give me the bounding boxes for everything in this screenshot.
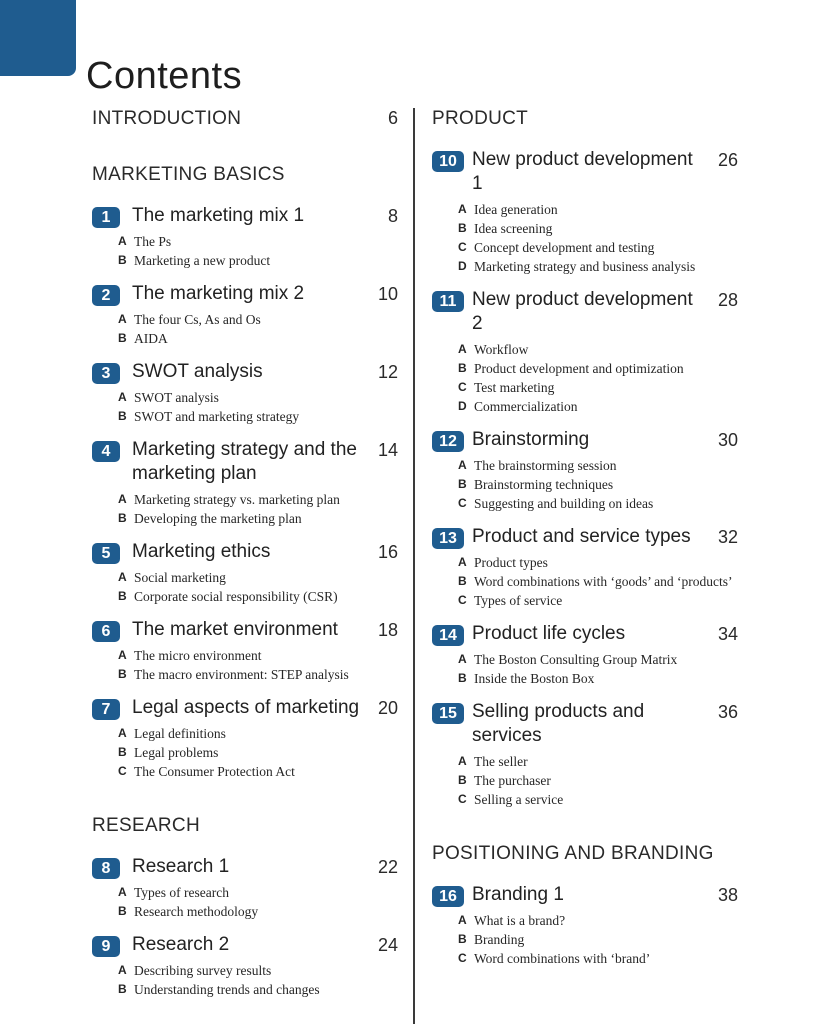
subsection-list <box>118 961 398 999</box>
column-divider <box>413 108 415 1024</box>
section-heading[interactable] <box>432 108 738 130</box>
unit-gap <box>92 270 398 282</box>
page-number: 22 <box>377 857 398 877</box>
left-sections <box>92 164 398 999</box>
subsection-letter: A <box>118 390 127 404</box>
subsection-item[interactable] <box>118 407 398 426</box>
unit-number-badge: 12 <box>432 431 464 452</box>
section-gap <box>92 781 398 815</box>
contents-left-column <box>92 108 398 999</box>
unit-gap <box>432 688 738 700</box>
subsection-list <box>118 568 398 606</box>
unit-number-badge: 9 <box>92 936 120 957</box>
subsection-item[interactable] <box>458 238 738 257</box>
section-gap <box>432 130 738 148</box>
unit-title[interactable]: Research 2 <box>132 934 230 955</box>
subsection-letter: C <box>458 496 467 510</box>
subsection-title: Idea screening <box>474 221 553 236</box>
subsection-letter: A <box>458 652 467 666</box>
subsection-letter: B <box>118 667 127 681</box>
unit-number-badge: 3 <box>92 363 120 384</box>
section-heading[interactable] <box>92 164 398 186</box>
section-introduction[interactable] <box>92 108 398 130</box>
section-title: MARKETING BASICS <box>92 164 285 185</box>
subsection-letter: A <box>458 458 467 472</box>
subsection-title: Marketing a new product <box>134 253 271 268</box>
section-gap <box>92 837 398 855</box>
unit-3-entry[interactable] <box>92 360 398 384</box>
subsection-item[interactable] <box>118 568 398 587</box>
unit-number-badge: 7 <box>92 699 120 720</box>
subsection-letter: B <box>118 511 127 525</box>
subsection-item[interactable] <box>458 669 738 688</box>
subsection-letter: B <box>458 773 467 787</box>
page-number: 16 <box>377 542 398 562</box>
unit-gap <box>432 610 738 622</box>
page-number: 10 <box>377 284 398 304</box>
subsection-title: The Ps <box>134 234 172 249</box>
subsection-item[interactable] <box>458 930 738 949</box>
unit-title[interactable]: Marketing ethics <box>132 541 271 562</box>
subsection-letter: B <box>118 409 127 423</box>
subsection-item[interactable] <box>458 591 738 610</box>
subsection-item[interactable] <box>118 646 398 665</box>
subsection-title: Word combinations with ‘goods’ and ‘products’ <box>474 574 733 589</box>
unit-gap <box>92 426 398 438</box>
subsection-title: Inside the Boston Box <box>474 671 595 686</box>
page-title: Contents <box>86 55 243 98</box>
subsection-item[interactable] <box>118 743 398 762</box>
unit-15-entry[interactable] <box>432 700 738 748</box>
subsection-title: The seller <box>474 754 528 769</box>
subsection-title: The four Cs, As and Os <box>134 312 261 327</box>
unit-5-entry[interactable] <box>92 540 398 564</box>
unit-number-badge: 13 <box>432 528 464 549</box>
unit-number-badge: 14 <box>432 625 464 646</box>
subsection-letter: A <box>118 726 127 740</box>
subsection-letter: B <box>458 477 467 491</box>
unit-11-entry[interactable] <box>432 288 738 336</box>
subsection-letter: B <box>458 361 467 375</box>
subsection-title: Marketing strategy and business analysis <box>474 259 696 274</box>
unit-16-entry[interactable] <box>432 883 738 907</box>
subsection-title: Word combinations with ‘brand’ <box>474 951 651 966</box>
subsection-letter: A <box>118 312 127 326</box>
subsection-letter: A <box>118 492 127 506</box>
unit-title[interactable]: Branding 1 <box>472 884 564 905</box>
subsection-list <box>118 490 398 528</box>
unit-13-entry[interactable] <box>432 525 738 549</box>
subsection-item[interactable] <box>458 340 738 359</box>
unit-2-entry[interactable] <box>92 282 398 306</box>
subsection-title: The micro environment <box>134 648 262 663</box>
subsection-item[interactable] <box>458 397 738 416</box>
page-number: 36 <box>717 702 738 722</box>
section-title: POSITIONING AND BRANDING <box>432 843 714 864</box>
subsection-title: Research methodology <box>134 904 259 919</box>
subsection-item[interactable] <box>458 219 738 238</box>
subsection-item[interactable] <box>458 771 738 790</box>
subsection-item[interactable] <box>458 257 738 276</box>
unit-title[interactable]: Product life cycles <box>472 623 626 644</box>
page-number: 34 <box>717 624 738 644</box>
subsection-title: Idea generation <box>474 202 558 217</box>
subsection-letter: B <box>118 904 127 918</box>
subsection-letter: B <box>458 932 467 946</box>
page-number: 8 <box>387 206 398 226</box>
subsection-letter: C <box>458 593 467 607</box>
unit-title[interactable]: Brainstorming <box>472 429 590 450</box>
subsection-title: The Consumer Protection Act <box>134 764 295 779</box>
subsection-letter: A <box>458 202 467 216</box>
subsection-item[interactable] <box>458 475 738 494</box>
subsection-list <box>458 456 738 513</box>
subsection-item[interactable] <box>118 388 398 407</box>
subsection-item[interactable] <box>118 251 398 270</box>
unit-title[interactable]: Marketing strategy and the marketing plan <box>132 439 357 484</box>
subsection-item[interactable] <box>458 494 738 513</box>
subsection-list <box>118 883 398 921</box>
unit-title[interactable]: SWOT analysis <box>132 361 263 382</box>
subsection-letter: B <box>458 671 467 685</box>
subsection-item[interactable] <box>458 911 738 930</box>
subsection-item[interactable] <box>118 665 398 684</box>
unit-4-entry[interactable] <box>92 438 398 486</box>
subsection-letter: A <box>458 913 467 927</box>
unit-number-badge: 11 <box>432 291 464 312</box>
subsection-title: The brainstorming session <box>474 458 617 473</box>
unit-number-badge: 1 <box>92 207 120 228</box>
subsection-letter: A <box>458 555 467 569</box>
subsection-title: Developing the marketing plan <box>134 511 302 526</box>
subsection-letter: C <box>458 240 467 254</box>
subsection-item[interactable] <box>458 200 738 219</box>
subsection-item[interactable] <box>458 553 738 572</box>
unit-gap <box>92 606 398 618</box>
subsection-list <box>458 553 738 610</box>
subsection-title: Types of service <box>474 593 563 608</box>
page-number: 6 <box>387 108 398 128</box>
subsection-item[interactable] <box>118 310 398 329</box>
subsection-list <box>458 650 738 688</box>
subsection-letter: A <box>118 648 127 662</box>
unit-title[interactable]: Selling products and services <box>472 701 645 746</box>
unit-title[interactable]: The market environment <box>132 619 338 640</box>
page-number: 18 <box>377 620 398 640</box>
section-title: PRODUCT <box>432 108 529 129</box>
subsection-item[interactable] <box>118 724 398 743</box>
subsection-title: Commercialization <box>474 399 578 414</box>
subsection-item[interactable] <box>458 572 738 591</box>
unit-14-entry[interactable] <box>432 622 738 646</box>
subsection-title: Social marketing <box>134 570 226 585</box>
subsection-title: Describing survey results <box>134 963 272 978</box>
unit-number-badge: 6 <box>92 621 120 642</box>
subsection-list <box>458 911 738 968</box>
subsection-title: Concept development and testing <box>474 240 655 255</box>
subsection-title: Test marketing <box>474 380 555 395</box>
section-gap <box>432 809 738 843</box>
page-number: 30 <box>717 430 738 450</box>
subsection-item[interactable] <box>118 980 398 999</box>
subsection-letter: B <box>118 589 127 603</box>
unit-title[interactable]: Legal aspects of marketing <box>132 697 360 718</box>
subsection-title: Marketing strategy vs. marketing plan <box>134 492 340 507</box>
section-title: INTRODUCTION <box>92 108 242 129</box>
page-number: 24 <box>377 935 398 955</box>
subsection-letter: A <box>458 342 467 356</box>
subsection-item[interactable] <box>118 762 398 781</box>
contents-right-column <box>432 108 738 968</box>
unit-number-badge: 15 <box>432 703 464 724</box>
subsection-item[interactable] <box>458 752 738 771</box>
subsection-letter: B <box>118 745 127 759</box>
unit-8-entry[interactable] <box>92 855 398 879</box>
unit-10-entry[interactable] <box>432 148 738 196</box>
unit-12-entry[interactable] <box>432 428 738 452</box>
section-gap <box>92 186 398 204</box>
subsection-letter: C <box>458 951 467 965</box>
unit-number-badge: 8 <box>92 858 120 879</box>
unit-gap <box>432 513 738 525</box>
subsection-title: The macro environment: STEP analysis <box>134 667 349 682</box>
subsection-letter: B <box>458 574 467 588</box>
unit-title[interactable]: New product development 2 <box>472 289 693 334</box>
subsection-letter: A <box>118 963 127 977</box>
subsection-letter: C <box>118 764 127 778</box>
section-title: RESEARCH <box>92 815 200 836</box>
page-number: 12 <box>377 362 398 382</box>
subsection-letter: A <box>458 754 467 768</box>
subsection-letter: A <box>118 885 127 899</box>
unit-1-entry[interactable] <box>92 204 398 228</box>
section-gap <box>432 865 738 883</box>
unit-title[interactable]: Research 1 <box>132 856 230 877</box>
chapter-tab-mark <box>0 0 76 76</box>
page-number: 20 <box>377 698 398 718</box>
subsection-title: The Boston Consulting Group Matrix <box>474 652 678 667</box>
unit-number-badge: 16 <box>432 886 464 907</box>
subsection-title: AIDA <box>134 331 168 346</box>
subsection-item[interactable] <box>118 902 398 921</box>
page-number: 38 <box>717 885 738 905</box>
subsection-item[interactable] <box>118 961 398 980</box>
unit-gap <box>432 416 738 428</box>
subsection-letter: B <box>118 982 127 996</box>
unit-gap <box>92 348 398 360</box>
subsection-title: Workflow <box>474 342 529 357</box>
unit-title[interactable]: New product development 1 <box>472 149 693 194</box>
subsection-title: What is a brand? <box>474 913 566 928</box>
subsection-item[interactable] <box>458 359 738 378</box>
subsection-title: Branding <box>474 932 525 947</box>
subsection-title: The purchaser <box>474 773 551 788</box>
page-number: 32 <box>717 527 738 547</box>
subsection-item[interactable] <box>118 232 398 251</box>
subsection-item[interactable] <box>458 456 738 475</box>
subsection-title: Selling a service <box>474 792 564 807</box>
page-number: 14 <box>377 440 398 460</box>
subsection-letter: D <box>458 259 467 273</box>
subsection-letter: C <box>458 792 467 806</box>
subsection-title: SWOT analysis <box>134 390 219 405</box>
right-sections <box>432 108 738 968</box>
unit-gap <box>92 684 398 696</box>
unit-number-badge: 4 <box>92 441 120 462</box>
unit-7-entry[interactable] <box>92 696 398 720</box>
section-heading[interactable] <box>92 815 398 837</box>
subsection-letter: C <box>458 380 467 394</box>
subsection-list <box>118 646 398 684</box>
subsection-title: Corporate social responsibility (CSR) <box>134 589 338 604</box>
subsection-list <box>118 310 398 348</box>
subsection-title: Product development and optimization <box>474 361 684 376</box>
subsection-item[interactable] <box>458 949 738 968</box>
unit-number-badge: 5 <box>92 543 120 564</box>
subsection-item[interactable] <box>118 883 398 902</box>
subsection-item[interactable] <box>458 650 738 669</box>
unit-number-badge: 2 <box>92 285 120 306</box>
subsection-letter: B <box>458 221 467 235</box>
subsection-list <box>458 340 738 416</box>
subsection-list <box>458 200 738 276</box>
subsection-letter: B <box>118 331 127 345</box>
unit-9-entry[interactable] <box>92 933 398 957</box>
subsection-item[interactable] <box>118 587 398 606</box>
subsection-item[interactable] <box>118 329 398 348</box>
page-number: 28 <box>717 290 738 310</box>
unit-title[interactable]: The marketing mix 1 <box>132 205 305 226</box>
subsection-title: Product types <box>474 555 548 570</box>
subsection-letter: A <box>118 570 127 584</box>
subsection-item[interactable] <box>458 790 738 809</box>
subsection-letter: D <box>458 399 467 413</box>
unit-title[interactable]: Product and service types <box>472 526 691 547</box>
subsection-title: Suggesting and building on ideas <box>474 496 654 511</box>
subsection-letter: A <box>118 234 127 248</box>
section-heading[interactable] <box>432 843 738 865</box>
unit-number-badge: 10 <box>432 151 464 172</box>
unit-title[interactable]: The marketing mix 2 <box>132 283 305 304</box>
subsection-list <box>118 232 398 270</box>
subsection-list <box>458 752 738 809</box>
unit-gap <box>92 528 398 540</box>
subsection-title: Legal problems <box>134 745 219 760</box>
subsection-letter: B <box>118 253 127 267</box>
subsection-list <box>118 724 398 781</box>
subsection-title: Legal definitions <box>134 726 226 741</box>
unit-gap <box>432 276 738 288</box>
subsection-title: Understanding trends and changes <box>134 982 320 997</box>
unit-gap <box>92 921 398 933</box>
subsection-title: Types of research <box>134 885 230 900</box>
subsection-item[interactable] <box>458 378 738 397</box>
subsection-title: SWOT and marketing strategy <box>134 409 300 424</box>
subsection-title: Brainstorming techniques <box>474 477 614 492</box>
page-number: 26 <box>717 150 738 170</box>
unit-6-entry[interactable] <box>92 618 398 642</box>
subsection-item[interactable] <box>118 490 398 509</box>
subsection-item[interactable] <box>118 509 398 528</box>
subsection-list <box>118 388 398 426</box>
